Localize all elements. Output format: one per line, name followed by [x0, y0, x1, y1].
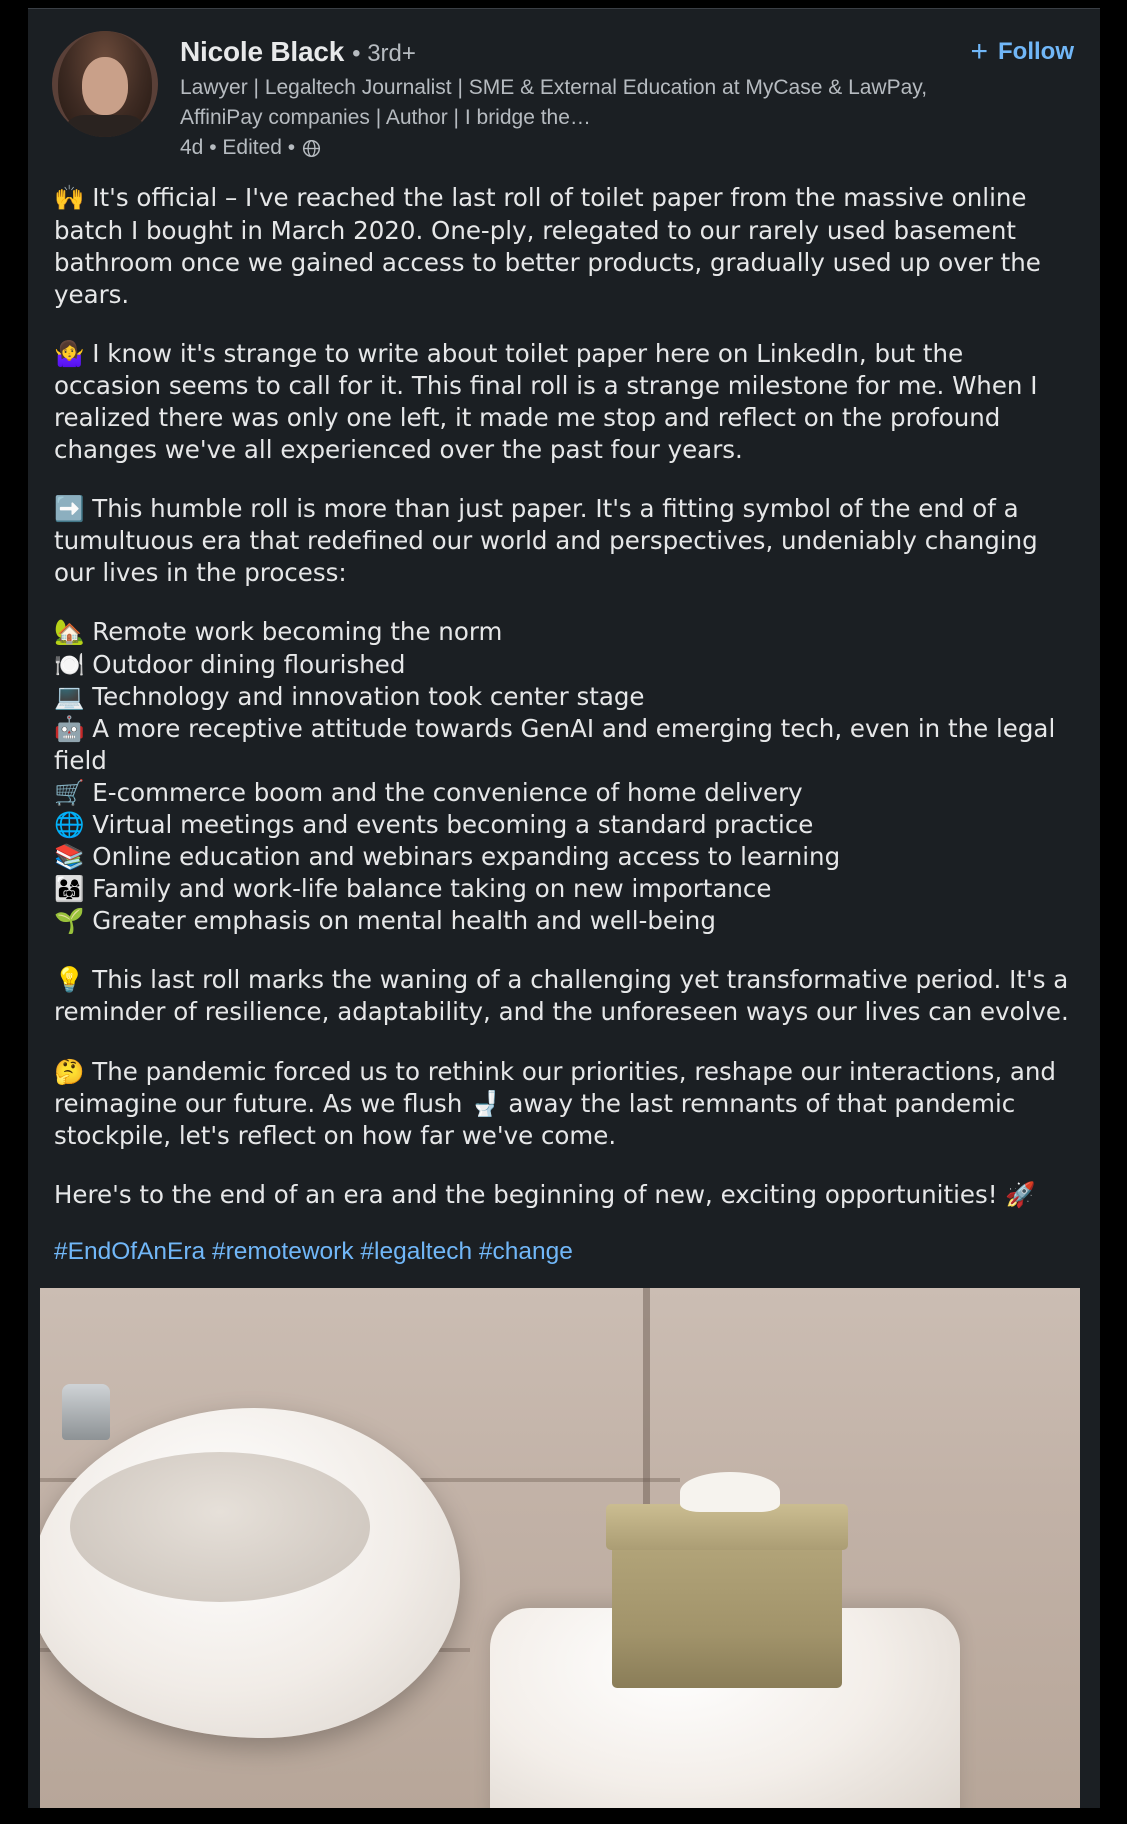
- linkedin-post-card: [28, 8, 1100, 1808]
- post-paragraph: 🤷‍♀️ I know it's strange to write about toilet paper here on LinkedIn, but the occasion seems to call for it. This final roll is a strange milestone for me. When I realized there was only one left, it made me stop and reflect on the profound changes we've all experienced over the past four years.: [54, 338, 1038, 465]
- faucet: [62, 1384, 110, 1440]
- list-item: 📚 Online education and webinars expanding access to learning: [54, 842, 841, 872]
- post-paragraph: Here's to the end of an era and the beginning of new, exciting opportunities! 🚀: [54, 1179, 1036, 1209]
- author-name-row: [180, 37, 1076, 68]
- sink: [40, 1408, 460, 1738]
- globe-icon: [302, 139, 321, 158]
- post-meta: [180, 136, 1076, 160]
- list-item: 🌱 Greater emphasis on mental health and well-being: [54, 906, 716, 936]
- sink-basin: [70, 1452, 370, 1602]
- author-info: [180, 31, 1076, 160]
- list-item: 🌐 Virtual meetings and events becoming a standard practice: [54, 810, 814, 840]
- avatar-face: [82, 57, 128, 115]
- author-degree: • 3rd+: [352, 40, 416, 67]
- list-item: 🏡 Remote work becoming the norm: [54, 617, 503, 647]
- post-paragraph: 🙌 It's official – I've reached the last roll of toilet paper from the massive online batch I bought in March 2020. One-ply, relegated to our rarely used basement bathroom once we gained access to better products, gradually used up over the years.: [54, 183, 1041, 309]
- post-paragraph: ➡️ This humble roll is more than just paper. It's a fitting symbol of the end of a tumultuous era that redefined our world and perspectives, undeniably changing our lives in the process:: [54, 494, 1038, 588]
- list-item: 💻 Technology and innovation took center stage: [54, 681, 645, 711]
- list-item: 🍽️ Outdoor dining flourished: [54, 649, 406, 679]
- post-list: [54, 616, 1074, 937]
- plus-icon: +: [970, 35, 989, 68]
- list-item: 👨‍👩‍👧 Family and work-life balance taking on new importance: [54, 874, 772, 904]
- avatar[interactable]: [52, 31, 158, 137]
- post-paragraph: 🤔 The pandemic forced us to rethink our priorities, reshape our interactions, and reimagine our future. As we flush 🚽 away the last remnants of that pandemic stockpile, let's reflect on how far we've come.: [54, 1056, 1056, 1150]
- follow-button-label: Follow: [998, 38, 1074, 65]
- author-name[interactable]: Nicole Black: [180, 36, 345, 67]
- list-item: 🛒 E-commerce boom and the convenience of home delivery: [54, 777, 803, 807]
- post-body: [28, 164, 1100, 1211]
- post-timestamp: 4d • Edited •: [180, 136, 296, 160]
- follow-button[interactable]: [970, 37, 1074, 67]
- list-item: 🤖 A more receptive attitude towards GenAI and emerging tech, even in the legal field: [54, 713, 1056, 775]
- post-image[interactable]: [40, 1288, 1080, 1808]
- tissue-sheet: [680, 1472, 780, 1512]
- post-paragraph: 💡 This last roll marks the waning of a challenging yet transformative period. It's a reminder of resilience, adaptability, and the unforeseen ways our lives can evolve.: [54, 965, 1069, 1027]
- post-hashtags[interactable]: #EndOfAnEra #remotework #legaltech #change: [54, 1237, 573, 1265]
- avatar-shoulder: [62, 115, 148, 137]
- author-headline: Lawyer | Legaltech Journalist | SME & External Education at MyCase & LawPay, AffiniPay companies | Author | I bridge the…: [180, 75, 928, 129]
- post-header: [28, 9, 1100, 164]
